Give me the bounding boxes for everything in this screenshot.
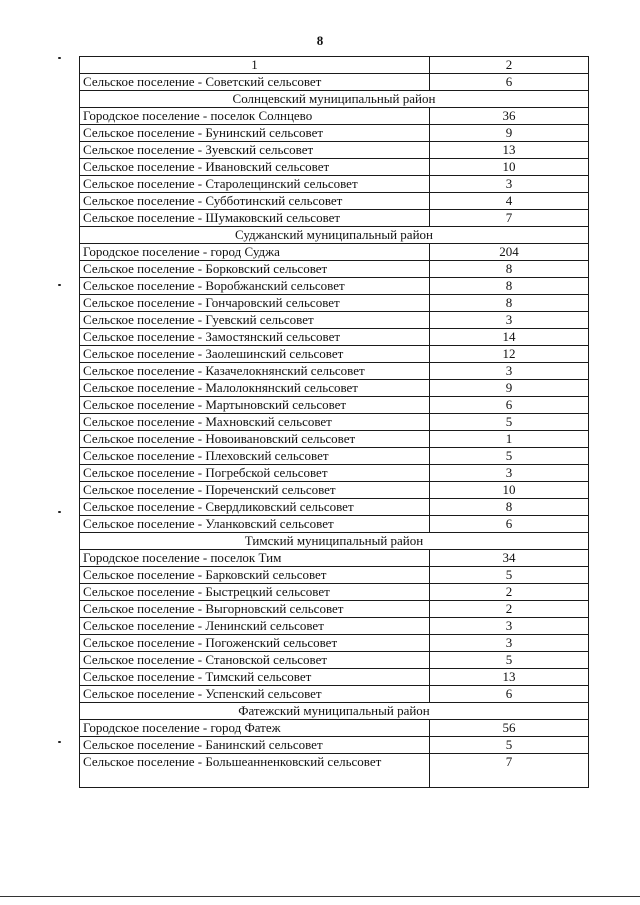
header-col-2: 2 (430, 57, 589, 74)
settlement-name: Городское поселение - город Фатеж (80, 720, 430, 737)
settlement-name: Сельское поселение - Казачелокнянский сельсовет (80, 363, 430, 380)
settlement-value: 3 (430, 363, 589, 380)
settlements-table (79, 56, 589, 788)
table-row (80, 176, 589, 193)
settlement-value: 6 (430, 74, 589, 91)
settlement-value: 6 (430, 397, 589, 414)
settlement-value: 8 (430, 499, 589, 516)
table-row (80, 431, 589, 448)
settlement-value: 9 (430, 380, 589, 397)
settlement-value: 3 (430, 312, 589, 329)
settlement-name: Сельское поселение - Быстрецкий сельсовет (80, 584, 430, 601)
table-row (80, 193, 589, 210)
table-row (80, 516, 589, 533)
district-name: Фатежский муниципальный район (80, 703, 589, 720)
settlement-name: Сельское поселение - Борковский сельсовет (80, 261, 430, 278)
settlement-value: 10 (430, 482, 589, 499)
settlement-name: Сельское поселение - Субботинский сельсовет (80, 193, 430, 210)
settlement-name: Сельское поселение - Воробжанский сельсовет (80, 278, 430, 295)
settlement-value: 8 (430, 278, 589, 295)
table-row (80, 363, 589, 380)
table-row (80, 329, 589, 346)
district-header-row (80, 91, 589, 108)
table-row (80, 754, 589, 788)
settlement-name: Сельское поселение - Уланковский сельсовет (80, 516, 430, 533)
table-row (80, 142, 589, 159)
settlement-value: 7 (430, 210, 589, 227)
table-row (80, 499, 589, 516)
settlement-name: Сельское поселение - Успенский сельсовет (80, 686, 430, 703)
settlement-name: Сельское поселение - Мартыновский сельсовет (80, 397, 430, 414)
settlement-value: 34 (430, 550, 589, 567)
table-row (80, 482, 589, 499)
settlement-value: 2 (430, 584, 589, 601)
settlement-value: 2 (430, 601, 589, 618)
settlement-name: Сельское поселение - Шумаковский сельсовет (80, 210, 430, 227)
settlement-name: Сельское поселение - Погоженский сельсовет (80, 635, 430, 652)
settlement-name: Сельское поселение - Тимский сельсовет (80, 669, 430, 686)
page-bottom-rule (0, 896, 640, 897)
table-row (80, 278, 589, 295)
table-row (80, 414, 589, 431)
table-row (80, 737, 589, 754)
table-row (80, 125, 589, 142)
settlement-value: 3 (430, 465, 589, 482)
table-header-row (80, 57, 589, 74)
settlement-value: 9 (430, 125, 589, 142)
settlement-name: Сельское поселение - Пореченский сельсовет (80, 482, 430, 499)
settlement-value: 7 (430, 754, 589, 788)
table-row (80, 261, 589, 278)
table-row (80, 618, 589, 635)
settlement-name: Сельское поселение - Свердликовский сельсовет (80, 499, 430, 516)
table-row (80, 312, 589, 329)
district-header-row (80, 227, 589, 244)
table-row (80, 108, 589, 125)
settlement-value: 36 (430, 108, 589, 125)
settlement-name: Сельское поселение - Малолокнянский сельсовет (80, 380, 430, 397)
settlement-value: 6 (430, 516, 589, 533)
settlement-value: 1 (430, 431, 589, 448)
district-name: Суджанский муниципальный район (80, 227, 589, 244)
settlement-name: Сельское поселение - Зуевский сельсовет (80, 142, 430, 159)
table-row (80, 448, 589, 465)
settlement-name: Сельское поселение - Барковский сельсовет (80, 567, 430, 584)
settlement-value: 5 (430, 448, 589, 465)
table-row (80, 244, 589, 261)
settlement-value: 6 (430, 686, 589, 703)
settlement-value: 5 (430, 567, 589, 584)
settlement-name: Сельское поселение - Погребской сельсовет (80, 465, 430, 482)
settlement-name: Сельское поселение - Махновский сельсовет (80, 414, 430, 431)
settlement-value: 5 (430, 414, 589, 431)
settlement-name: Городское поселение - город Суджа (80, 244, 430, 261)
margin-mark (58, 741, 61, 743)
settlement-value: 3 (430, 176, 589, 193)
settlement-value: 4 (430, 193, 589, 210)
settlement-value: 8 (430, 295, 589, 312)
settlement-name: Сельское поселение - Гончаровский сельсовет (80, 295, 430, 312)
settlement-value: 14 (430, 329, 589, 346)
settlement-name: Сельское поселение - Ленинский сельсовет (80, 618, 430, 635)
district-name: Тимский муниципальный район (80, 533, 589, 550)
settlement-value: 13 (430, 142, 589, 159)
settlement-value: 12 (430, 346, 589, 363)
table-row (80, 159, 589, 176)
settlement-value: 56 (430, 720, 589, 737)
district-header-row (80, 533, 589, 550)
margin-mark (58, 511, 61, 513)
margin-mark (58, 57, 61, 59)
settlement-value: 10 (430, 159, 589, 176)
margin-mark (58, 284, 61, 286)
header-col-1: 1 (80, 57, 430, 74)
table-row (80, 652, 589, 669)
table-row (80, 686, 589, 703)
settlement-name: Сельское поселение - Банинский сельсовет (80, 737, 430, 754)
settlement-name: Городское поселение - поселок Солнцево (80, 108, 430, 125)
settlement-name: Сельское поселение - Замостянский сельсовет (80, 329, 430, 346)
table-body (80, 57, 589, 788)
settlement-name: Сельское поселение - Бунинский сельсовет (80, 125, 430, 142)
settlement-name: Сельское поселение - Советский сельсовет (80, 74, 430, 91)
table-row (80, 567, 589, 584)
table-row (80, 635, 589, 652)
settlement-name: Сельское поселение - Заолешинский сельсовет (80, 346, 430, 363)
table-row (80, 669, 589, 686)
settlement-value: 8 (430, 261, 589, 278)
table-row (80, 601, 589, 618)
table-row (80, 720, 589, 737)
table-row (80, 346, 589, 363)
settlement-value: 13 (430, 669, 589, 686)
settlement-value: 5 (430, 652, 589, 669)
district-header-row (80, 703, 589, 720)
settlement-value: 204 (430, 244, 589, 261)
table-row (80, 584, 589, 601)
table-row (80, 465, 589, 482)
settlement-value: 5 (430, 737, 589, 754)
settlement-value: 3 (430, 635, 589, 652)
settlement-name: Сельское поселение - Ивановский сельсовет (80, 159, 430, 176)
settlement-name: Сельское поселение - Старолещинский сельсовет (80, 176, 430, 193)
settlement-name: Сельское поселение - Большеанненковский сельсовет (80, 754, 430, 788)
settlement-name: Сельское поселение - Новоивановский сельсовет (80, 431, 430, 448)
table-row (80, 550, 589, 567)
table-row (80, 74, 589, 91)
settlement-name: Сельское поселение - Выгорновский сельсовет (80, 601, 430, 618)
district-name: Солнцевский муниципальный район (80, 91, 589, 108)
table-row (80, 380, 589, 397)
table-row (80, 295, 589, 312)
page-number: 8 (316, 33, 324, 48)
table-row (80, 210, 589, 227)
settlement-name: Сельское поселение - Плеховский сельсовет (80, 448, 430, 465)
settlement-name: Сельское поселение - Гуевский сельсовет (80, 312, 430, 329)
settlement-name: Городское поселение - поселок Тим (80, 550, 430, 567)
table-row (80, 397, 589, 414)
settlement-name: Сельское поселение - Становской сельсовет (80, 652, 430, 669)
settlement-value: 3 (430, 618, 589, 635)
